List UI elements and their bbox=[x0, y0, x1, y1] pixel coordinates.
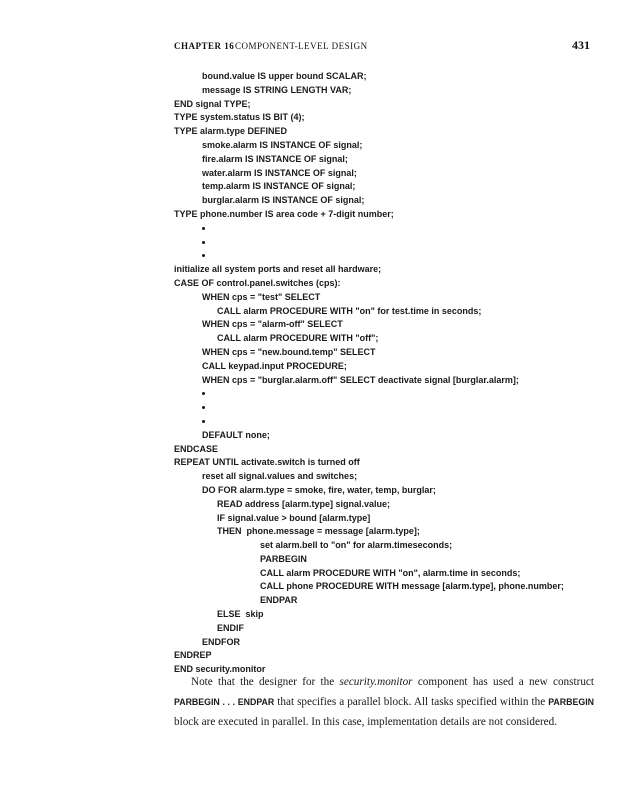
code-line: WHEN cps = "test" SELECT bbox=[202, 291, 321, 302]
code-line: ENDIF bbox=[217, 622, 244, 633]
code-line: set alarm.bell to "on" for alarm.timeseconds; bbox=[260, 540, 453, 551]
code-line: END signal TYPE; bbox=[174, 98, 251, 109]
body-paragraph bbox=[174, 672, 594, 732]
code-line: END security.monitor bbox=[174, 664, 266, 675]
code-line: reset all signal.values and switches; bbox=[202, 471, 358, 482]
code-line: initialize all system ports and reset all hardware; bbox=[174, 264, 382, 275]
pdl-code-listing bbox=[174, 70, 604, 677]
code-line: DO FOR alarm.type = smoke, fire, water, temp, burglar; bbox=[202, 484, 436, 495]
code-line: WHEN cps = "burglar.alarm.off" SELECT deactivate signal [burglar.alarm]; bbox=[202, 374, 519, 385]
code-line: CALL alarm PROCEDURE WITH "on" for test.time in seconds; bbox=[217, 305, 482, 316]
code-line: WHEN cps = "alarm-off" SELECT bbox=[202, 319, 343, 330]
ellipsis-dot bbox=[174, 222, 604, 236]
code-line: DEFAULT none; bbox=[202, 429, 270, 440]
code-line: TYPE system.status IS BIT (4); bbox=[174, 112, 305, 123]
code-line: READ address [alarm.type] signal.value; bbox=[217, 498, 391, 509]
code-line: message IS STRING LENGTH VAR; bbox=[202, 84, 352, 95]
code-line: ENDREP bbox=[174, 650, 212, 661]
code-line: CALL phone PROCEDURE WITH message [alarm.type], phone.number; bbox=[260, 581, 564, 592]
chapter-title: COMPONENT-LEVEL DESIGN bbox=[235, 41, 368, 51]
code-line: REPEAT UNTIL activate.switch is turned off bbox=[174, 457, 360, 468]
prose-text: component has used a new construct bbox=[412, 676, 594, 688]
code-line: burglar.alarm IS INSTANCE OF signal; bbox=[202, 195, 365, 206]
page-number: 431 bbox=[572, 38, 590, 52]
ellipsis-dot bbox=[174, 415, 604, 429]
code-line: CALL alarm PROCEDURE WITH "off"; bbox=[217, 333, 379, 344]
code-line: ENDFOR bbox=[202, 636, 240, 647]
code-line: WHEN cps = "new.bound.temp" SELECT bbox=[202, 346, 376, 357]
code-line: CASE OF control.panel.switches (cps): bbox=[174, 277, 341, 288]
code-line: IF signal.value > bound [alarm.type] bbox=[217, 512, 371, 523]
prose-italic-term: security.monitor bbox=[339, 676, 413, 688]
code-line: TYPE phone.number IS area code + 7-digit number; bbox=[174, 208, 394, 219]
code-line: CALL keypad.input PROCEDURE; bbox=[202, 360, 347, 371]
ellipsis-dot bbox=[174, 401, 604, 415]
prose-text: block are executed in parallel. In this case, implementation details are not considered. bbox=[174, 716, 558, 728]
code-line: PARBEGIN bbox=[260, 553, 307, 564]
code-line: fire.alarm IS INSTANCE OF signal; bbox=[202, 153, 348, 164]
ellipsis-dot bbox=[174, 236, 604, 250]
code-line: ENDCASE bbox=[174, 443, 219, 454]
code-line: temp.alarm IS INSTANCE OF signal; bbox=[202, 181, 356, 192]
code-line: CALL alarm PROCEDURE WITH "on", alarm.time in seconds; bbox=[260, 567, 521, 578]
prose-keyword: PARBEGIN . . . ENDPAR bbox=[174, 697, 275, 707]
code-line: TYPE alarm.type DEFINED bbox=[174, 126, 288, 137]
chapter-label: CHAPTER 16 bbox=[174, 41, 235, 51]
code-line: ELSE skip bbox=[217, 609, 264, 620]
code-line: water.alarm IS INSTANCE OF signal; bbox=[202, 167, 357, 178]
prose-keyword: PARBEGIN bbox=[548, 697, 594, 707]
code-line: bound.value IS upper bound SCALAR; bbox=[202, 71, 367, 81]
prose-text: Note that the designer for the bbox=[191, 676, 340, 688]
prose-text: that specifies a parallel block. All tasks specified within the bbox=[274, 696, 549, 708]
code-line: ENDPAR bbox=[260, 595, 298, 606]
code-line: THEN phone.message = message [alarm.type]; bbox=[217, 526, 420, 537]
ellipsis-dot bbox=[174, 249, 604, 263]
code-line: smoke.alarm IS INSTANCE OF signal; bbox=[202, 139, 363, 150]
ellipsis-dot bbox=[174, 387, 604, 401]
